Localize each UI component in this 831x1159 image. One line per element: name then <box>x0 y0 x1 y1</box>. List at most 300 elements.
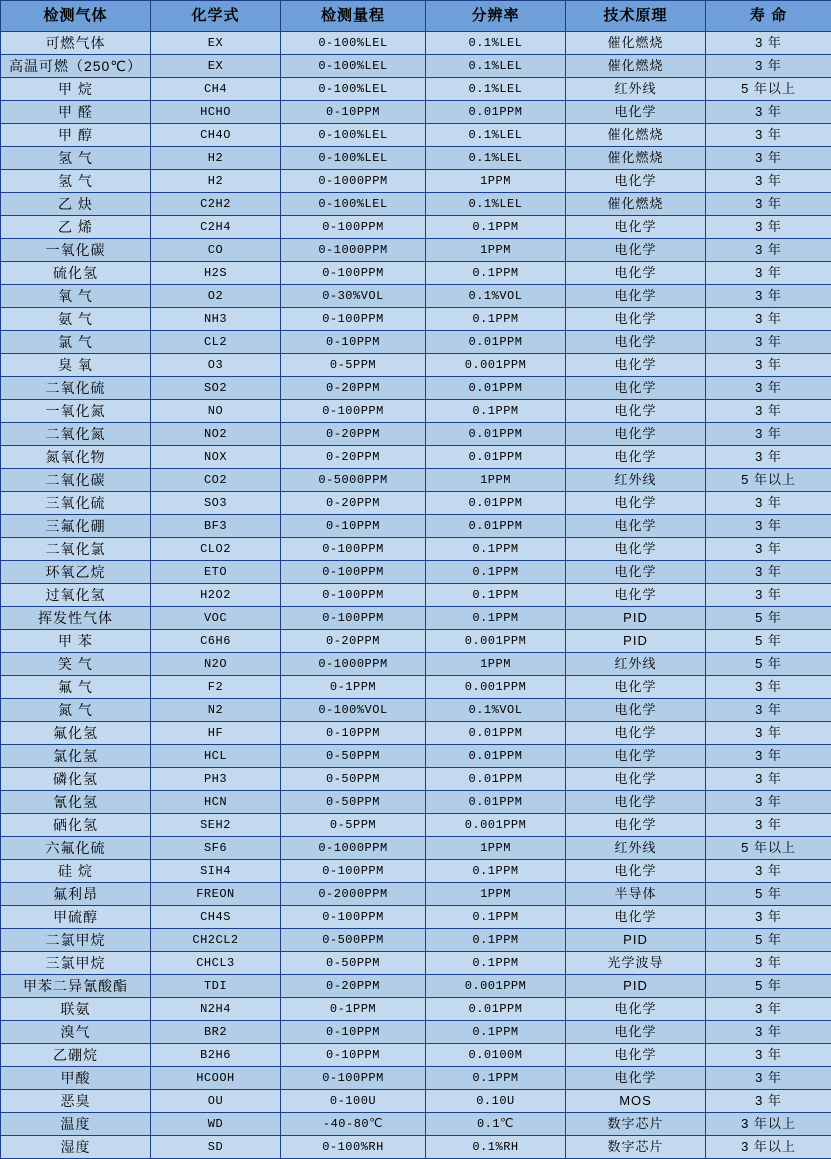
cell-range: 0-20PPM <box>281 975 426 998</box>
cell-gas: 氮氧化物 <box>1 446 151 469</box>
cell-lifetime: 3 年 <box>706 32 831 55</box>
table-row <box>1 1021 831 1044</box>
cell-resolution: 1PPM <box>426 239 566 262</box>
cell-range: 0-20PPM <box>281 630 426 653</box>
cell-lifetime: 3 年 <box>706 791 831 814</box>
cell-gas: 温度 <box>1 1113 151 1136</box>
cell-principle: 电化学 <box>566 860 706 883</box>
cell-resolution: 0.001PPM <box>426 814 566 837</box>
cell-gas: 甲 醇 <box>1 124 151 147</box>
cell-principle: 红外线 <box>566 837 706 860</box>
cell-gas: 乙 炔 <box>1 193 151 216</box>
table-row <box>1 860 831 883</box>
cell-principle: 电化学 <box>566 699 706 722</box>
cell-principle: 催化燃烧 <box>566 147 706 170</box>
cell-formula: O3 <box>151 354 281 377</box>
cell-gas: 甲 烷 <box>1 78 151 101</box>
cell-resolution: 0.01PPM <box>426 446 566 469</box>
cell-resolution: 0.1PPM <box>426 538 566 561</box>
cell-lifetime: 5 年以上 <box>706 469 831 492</box>
cell-lifetime: 3 年 <box>706 1067 831 1090</box>
cell-principle: 电化学 <box>566 262 706 285</box>
table-row <box>1 492 831 515</box>
table-row <box>1 837 831 860</box>
cell-gas: 甲苯二异氰酸酯 <box>1 975 151 998</box>
cell-gas: 甲硫醇 <box>1 906 151 929</box>
cell-resolution: 0.1℃ <box>426 1113 566 1136</box>
cell-resolution: 0.001PPM <box>426 975 566 998</box>
table-body <box>1 32 831 1159</box>
cell-lifetime: 5 年以上 <box>706 78 831 101</box>
cell-range: 0-100PPM <box>281 308 426 331</box>
cell-range: 0-100%VOL <box>281 699 426 722</box>
table-row <box>1 377 831 400</box>
cell-gas: 高温可燃（250℃） <box>1 55 151 78</box>
cell-resolution: 0.01PPM <box>426 492 566 515</box>
cell-resolution: 0.1PPM <box>426 584 566 607</box>
cell-range: 0-500PPM <box>281 929 426 952</box>
cell-gas: 二氧化硫 <box>1 377 151 400</box>
cell-resolution: 0.01PPM <box>426 768 566 791</box>
cell-resolution: 0.1PPM <box>426 952 566 975</box>
cell-principle: PID <box>566 975 706 998</box>
cell-gas: 氧 气 <box>1 285 151 308</box>
cell-principle: 电化学 <box>566 814 706 837</box>
cell-gas: 联氨 <box>1 998 151 1021</box>
cell-range: 0-1PPM <box>281 676 426 699</box>
cell-gas: 甲 醛 <box>1 101 151 124</box>
table-row <box>1 998 831 1021</box>
cell-range: 0-50PPM <box>281 745 426 768</box>
cell-resolution: 0.1%LEL <box>426 124 566 147</box>
cell-gas: 氢 气 <box>1 147 151 170</box>
cell-resolution: 0.1%VOL <box>426 699 566 722</box>
cell-principle: 电化学 <box>566 906 706 929</box>
cell-resolution: 0.1PPM <box>426 860 566 883</box>
cell-range: 0-100PPM <box>281 860 426 883</box>
cell-formula: C2H2 <box>151 193 281 216</box>
cell-lifetime: 3 年 <box>706 446 831 469</box>
table-row <box>1 446 831 469</box>
cell-lifetime: 3 年 <box>706 492 831 515</box>
cell-formula: BF3 <box>151 515 281 538</box>
cell-resolution: 0.01PPM <box>426 101 566 124</box>
cell-lifetime: 3 年 <box>706 423 831 446</box>
cell-principle: 电化学 <box>566 538 706 561</box>
cell-resolution: 0.1PPM <box>426 607 566 630</box>
cell-resolution: 0.1%VOL <box>426 285 566 308</box>
cell-formula: NH3 <box>151 308 281 331</box>
table-row <box>1 699 831 722</box>
cell-formula: HCOOH <box>151 1067 281 1090</box>
cell-lifetime: 3 年 <box>706 1021 831 1044</box>
cell-gas: 三氟化硼 <box>1 515 151 538</box>
table-row <box>1 32 831 55</box>
cell-formula: H2 <box>151 147 281 170</box>
table-row <box>1 239 831 262</box>
cell-principle: 电化学 <box>566 722 706 745</box>
cell-formula: SF6 <box>151 837 281 860</box>
column-header-range: 检测量程 <box>281 1 426 32</box>
cell-formula: H2O2 <box>151 584 281 607</box>
cell-principle: 电化学 <box>566 239 706 262</box>
cell-formula: CH4 <box>151 78 281 101</box>
cell-formula: C6H6 <box>151 630 281 653</box>
table-row <box>1 906 831 929</box>
cell-formula: CO <box>151 239 281 262</box>
table-row <box>1 308 831 331</box>
cell-resolution: 0.1PPM <box>426 561 566 584</box>
cell-formula: HCL <box>151 745 281 768</box>
cell-principle: 数字芯片 <box>566 1113 706 1136</box>
cell-lifetime: 5 年 <box>706 883 831 906</box>
cell-resolution: 0.10U <box>426 1090 566 1113</box>
table-row <box>1 262 831 285</box>
cell-resolution: 0.1%LEL <box>426 193 566 216</box>
cell-resolution: 0.01PPM <box>426 722 566 745</box>
cell-lifetime: 3 年 <box>706 745 831 768</box>
table-row <box>1 147 831 170</box>
cell-range: 0-2000PPM <box>281 883 426 906</box>
cell-gas: 氮 气 <box>1 699 151 722</box>
cell-lifetime: 3 年 <box>706 1044 831 1067</box>
table-row <box>1 584 831 607</box>
cell-range: 0-10PPM <box>281 1021 426 1044</box>
cell-range: 0-100PPM <box>281 584 426 607</box>
cell-resolution: 0.1PPM <box>426 216 566 239</box>
column-header-gas: 检测气体 <box>1 1 151 32</box>
cell-range: 0-20PPM <box>281 423 426 446</box>
cell-gas: 恶臭 <box>1 1090 151 1113</box>
cell-resolution: 0.1PPM <box>426 929 566 952</box>
table-row <box>1 561 831 584</box>
cell-gas: 氰化氢 <box>1 791 151 814</box>
cell-resolution: 0.01PPM <box>426 745 566 768</box>
cell-principle: 电化学 <box>566 1021 706 1044</box>
cell-lifetime: 3 年 <box>706 216 831 239</box>
table-row <box>1 285 831 308</box>
cell-lifetime: 3 年 <box>706 354 831 377</box>
cell-gas: 过氧化氢 <box>1 584 151 607</box>
cell-gas: 湿度 <box>1 1136 151 1159</box>
cell-principle: 红外线 <box>566 469 706 492</box>
table-row <box>1 952 831 975</box>
cell-range: 0-10PPM <box>281 515 426 538</box>
cell-range: 0-100%LEL <box>281 55 426 78</box>
cell-gas: 氟化氢 <box>1 722 151 745</box>
cell-formula: CH4S <box>151 906 281 929</box>
cell-resolution: 0.1PPM <box>426 400 566 423</box>
cell-gas: 挥发性气体 <box>1 607 151 630</box>
cell-lifetime: 3 年 <box>706 308 831 331</box>
cell-principle: 电化学 <box>566 515 706 538</box>
cell-gas: 磷化氢 <box>1 768 151 791</box>
cell-principle: 电化学 <box>566 1067 706 1090</box>
cell-principle: 半导体 <box>566 883 706 906</box>
cell-gas: 二氧化氯 <box>1 538 151 561</box>
cell-lifetime: 3 年 <box>706 515 831 538</box>
cell-formula: CL2 <box>151 331 281 354</box>
cell-principle: 电化学 <box>566 584 706 607</box>
table-row <box>1 630 831 653</box>
cell-formula: N2 <box>151 699 281 722</box>
cell-lifetime: 5 年以上 <box>706 837 831 860</box>
cell-range: 0-100%LEL <box>281 147 426 170</box>
cell-formula: OU <box>151 1090 281 1113</box>
cell-lifetime: 3 年 <box>706 285 831 308</box>
cell-gas: 乙硼烷 <box>1 1044 151 1067</box>
cell-formula: EX <box>151 32 281 55</box>
cell-lifetime: 3 年 <box>706 584 831 607</box>
cell-range: 0-10PPM <box>281 722 426 745</box>
cell-principle: 电化学 <box>566 446 706 469</box>
cell-principle: 电化学 <box>566 331 706 354</box>
table-row <box>1 193 831 216</box>
cell-formula: SO3 <box>151 492 281 515</box>
cell-lifetime: 3 年 <box>706 699 831 722</box>
cell-principle: 电化学 <box>566 791 706 814</box>
cell-principle: 电化学 <box>566 400 706 423</box>
cell-formula: F2 <box>151 676 281 699</box>
cell-formula: NOX <box>151 446 281 469</box>
cell-range: 0-1000PPM <box>281 653 426 676</box>
cell-gas: 二氧化氮 <box>1 423 151 446</box>
cell-range: 0-20PPM <box>281 492 426 515</box>
table-row <box>1 515 831 538</box>
table-row <box>1 975 831 998</box>
cell-range: 0-100PPM <box>281 906 426 929</box>
cell-formula: TDI <box>151 975 281 998</box>
cell-gas: 一氧化氮 <box>1 400 151 423</box>
table-row <box>1 814 831 837</box>
cell-formula: HCN <box>151 791 281 814</box>
table-header-row <box>1 1 831 32</box>
cell-principle: PID <box>566 607 706 630</box>
table-row <box>1 55 831 78</box>
cell-range: 0-50PPM <box>281 952 426 975</box>
cell-resolution: 0.001PPM <box>426 354 566 377</box>
cell-gas: 笑 气 <box>1 653 151 676</box>
cell-gas: 硅 烷 <box>1 860 151 883</box>
cell-principle: 数字芯片 <box>566 1136 706 1159</box>
cell-lifetime: 5 年 <box>706 653 831 676</box>
cell-formula: CO2 <box>151 469 281 492</box>
cell-principle: PID <box>566 630 706 653</box>
cell-range: 0-100%RH <box>281 1136 426 1159</box>
table-row <box>1 1136 831 1159</box>
cell-lifetime: 3 年 <box>706 239 831 262</box>
cell-principle: 电化学 <box>566 492 706 515</box>
cell-principle: 电化学 <box>566 354 706 377</box>
cell-gas: 三氧化硫 <box>1 492 151 515</box>
cell-gas: 二氯甲烷 <box>1 929 151 952</box>
cell-lifetime: 3 年 <box>706 193 831 216</box>
cell-range: 0-100PPM <box>281 400 426 423</box>
column-header-principle: 技术原理 <box>566 1 706 32</box>
table-row <box>1 216 831 239</box>
cell-lifetime: 3 年 <box>706 768 831 791</box>
cell-principle: 电化学 <box>566 768 706 791</box>
cell-principle: PID <box>566 929 706 952</box>
cell-principle: 电化学 <box>566 216 706 239</box>
cell-formula: H2S <box>151 262 281 285</box>
cell-resolution: 0.01PPM <box>426 331 566 354</box>
cell-range: 0-100%LEL <box>281 78 426 101</box>
cell-formula: ETO <box>151 561 281 584</box>
cell-formula: CH4O <box>151 124 281 147</box>
cell-lifetime: 3 年 <box>706 124 831 147</box>
column-header-lifetime: 寿 命 <box>706 1 831 32</box>
cell-lifetime: 3 年 <box>706 400 831 423</box>
cell-gas: 臭 氧 <box>1 354 151 377</box>
cell-lifetime: 3 年 <box>706 952 831 975</box>
cell-principle: 电化学 <box>566 170 706 193</box>
table-row <box>1 124 831 147</box>
table-row <box>1 722 831 745</box>
cell-range: 0-100U <box>281 1090 426 1113</box>
cell-gas: 氨 气 <box>1 308 151 331</box>
cell-formula: VOC <box>151 607 281 630</box>
cell-lifetime: 3 年 <box>706 906 831 929</box>
cell-principle: 电化学 <box>566 561 706 584</box>
cell-range: 0-100PPM <box>281 216 426 239</box>
cell-principle: 电化学 <box>566 101 706 124</box>
cell-principle: 催化燃烧 <box>566 55 706 78</box>
cell-range: 0-50PPM <box>281 791 426 814</box>
table-row <box>1 78 831 101</box>
cell-principle: 电化学 <box>566 308 706 331</box>
cell-gas: 硫化氢 <box>1 262 151 285</box>
cell-range: 0-1PPM <box>281 998 426 1021</box>
cell-principle: 催化燃烧 <box>566 124 706 147</box>
cell-formula: H2 <box>151 170 281 193</box>
cell-lifetime: 3 年 <box>706 377 831 400</box>
table-row <box>1 768 831 791</box>
cell-lifetime: 3 年 <box>706 722 831 745</box>
cell-range: 0-5PPM <box>281 354 426 377</box>
cell-formula: NO <box>151 400 281 423</box>
cell-resolution: 0.01PPM <box>426 515 566 538</box>
cell-range: 0-100%LEL <box>281 193 426 216</box>
cell-formula: HF <box>151 722 281 745</box>
table-row <box>1 1044 831 1067</box>
cell-range: 0-20PPM <box>281 377 426 400</box>
table-row <box>1 1067 831 1090</box>
cell-lifetime: 3 年 <box>706 538 831 561</box>
cell-formula: EX <box>151 55 281 78</box>
cell-gas: 一氧化碳 <box>1 239 151 262</box>
table-row <box>1 331 831 354</box>
cell-range: 0-100PPM <box>281 607 426 630</box>
cell-resolution: 0.001PPM <box>426 630 566 653</box>
cell-resolution: 0.01PPM <box>426 377 566 400</box>
table-row <box>1 745 831 768</box>
cell-resolution: 0.1%LEL <box>426 147 566 170</box>
cell-formula: SIH4 <box>151 860 281 883</box>
cell-lifetime: 3 年 <box>706 676 831 699</box>
cell-lifetime: 3 年 <box>706 55 831 78</box>
cell-lifetime: 3 年以上 <box>706 1136 831 1159</box>
cell-range: 0-50PPM <box>281 768 426 791</box>
cell-resolution: 0.1PPM <box>426 262 566 285</box>
cell-resolution: 0.1PPM <box>426 906 566 929</box>
cell-resolution: 0.1PPM <box>426 1021 566 1044</box>
cell-range: 0-100%LEL <box>281 32 426 55</box>
cell-range: 0-10PPM <box>281 1044 426 1067</box>
cell-lifetime: 5 年 <box>706 975 831 998</box>
table-row <box>1 883 831 906</box>
cell-resolution: 0.01PPM <box>426 791 566 814</box>
cell-resolution: 0.001PPM <box>426 676 566 699</box>
cell-formula: SD <box>151 1136 281 1159</box>
cell-principle: 电化学 <box>566 676 706 699</box>
cell-gas: 六氟化硫 <box>1 837 151 860</box>
cell-formula: PH3 <box>151 768 281 791</box>
cell-principle: MOS <box>566 1090 706 1113</box>
cell-formula: SEH2 <box>151 814 281 837</box>
cell-range: 0-100%LEL <box>281 124 426 147</box>
cell-principle: 电化学 <box>566 745 706 768</box>
table-row <box>1 791 831 814</box>
cell-lifetime: 3 年 <box>706 998 831 1021</box>
cell-formula: CHCL3 <box>151 952 281 975</box>
cell-resolution: 0.1%RH <box>426 1136 566 1159</box>
cell-resolution: 1PPM <box>426 653 566 676</box>
cell-range: 0-5PPM <box>281 814 426 837</box>
cell-principle: 光学波导 <box>566 952 706 975</box>
cell-resolution: 1PPM <box>426 837 566 860</box>
cell-formula: NO2 <box>151 423 281 446</box>
cell-resolution: 0.0100M <box>426 1044 566 1067</box>
cell-principle: 电化学 <box>566 377 706 400</box>
cell-formula: FREON <box>151 883 281 906</box>
cell-range: 0-100PPM <box>281 538 426 561</box>
cell-lifetime: 3 年 <box>706 860 831 883</box>
cell-gas: 氢 气 <box>1 170 151 193</box>
cell-range: 0-100PPM <box>281 561 426 584</box>
cell-lifetime: 3 年 <box>706 561 831 584</box>
cell-gas: 氟利昂 <box>1 883 151 906</box>
cell-range: 0-100PPM <box>281 1067 426 1090</box>
cell-principle: 红外线 <box>566 653 706 676</box>
cell-gas: 溴气 <box>1 1021 151 1044</box>
cell-formula: B2H6 <box>151 1044 281 1067</box>
cell-resolution: 0.1%LEL <box>426 78 566 101</box>
table-header <box>1 1 831 32</box>
cell-resolution: 0.1%LEL <box>426 55 566 78</box>
table-row <box>1 607 831 630</box>
cell-formula: HCHO <box>151 101 281 124</box>
cell-gas: 硒化氢 <box>1 814 151 837</box>
cell-range: 0-10PPM <box>281 101 426 124</box>
cell-gas: 环氧乙烷 <box>1 561 151 584</box>
cell-formula: BR2 <box>151 1021 281 1044</box>
table-row <box>1 400 831 423</box>
cell-gas: 甲酸 <box>1 1067 151 1090</box>
cell-gas: 乙 烯 <box>1 216 151 239</box>
cell-lifetime: 5 年 <box>706 630 831 653</box>
cell-principle: 红外线 <box>566 78 706 101</box>
cell-resolution: 1PPM <box>426 469 566 492</box>
cell-range: 0-1000PPM <box>281 239 426 262</box>
table-row <box>1 653 831 676</box>
cell-lifetime: 3 年 <box>706 331 831 354</box>
cell-formula: CLO2 <box>151 538 281 561</box>
cell-gas: 可燃气体 <box>1 32 151 55</box>
cell-range: 0-10PPM <box>281 331 426 354</box>
column-header-formula: 化学式 <box>151 1 281 32</box>
cell-range: 0-30%VOL <box>281 285 426 308</box>
